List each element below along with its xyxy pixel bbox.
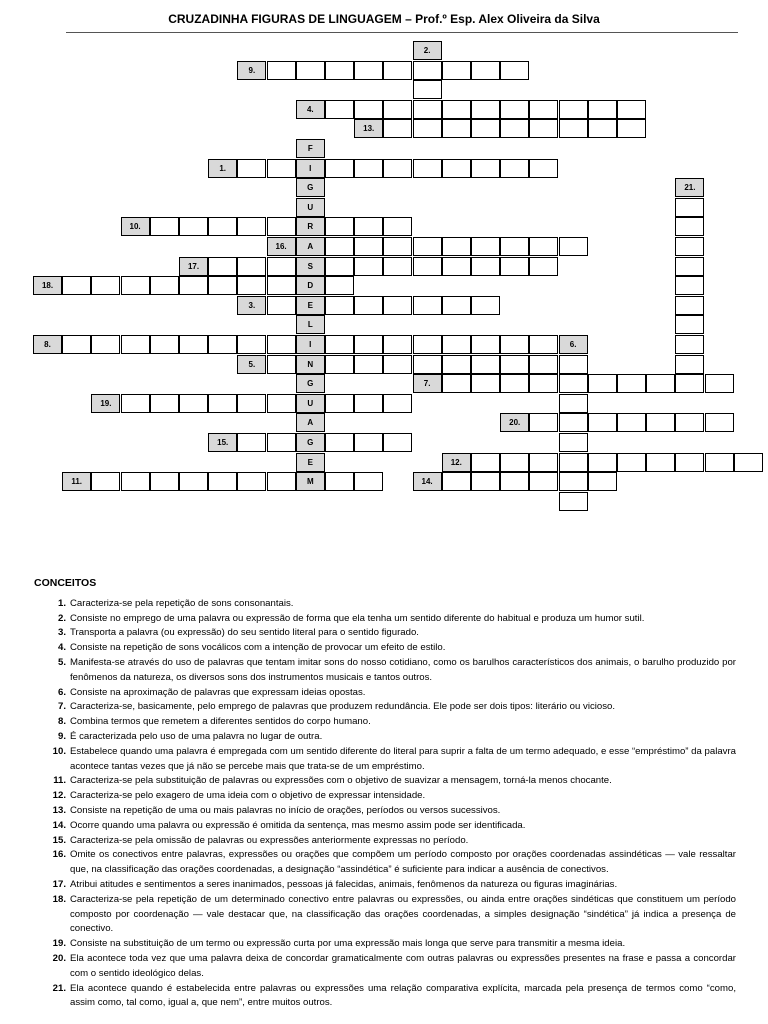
answer-cell[interactable] [471,237,500,256]
answer-cell[interactable] [150,394,179,413]
concept-text: Ela acontece toda vez que uma palavra deixa de concordar gramaticalmente com outras palavras ou expressões presentes na frase e passa a concordar com o sentido ideológico delas. [70,952,736,979]
answer-cell[interactable] [559,394,588,413]
concept-number: 15. [52,834,66,846]
answer-cell[interactable] [354,217,383,236]
answer-cell[interactable] [354,100,383,119]
clue-number-16: 16. [267,237,296,256]
answer-cell[interactable] [675,257,704,276]
answer-cell[interactable] [559,433,588,452]
key-letter-g: G [296,374,325,393]
answer-cell[interactable] [325,355,354,374]
answer-cell[interactable] [529,257,558,276]
answer-cell[interactable] [675,453,704,472]
answer-cell[interactable] [150,276,179,295]
answer-cell[interactable] [617,100,646,119]
answer-cell[interactable] [383,61,412,80]
concept-text: Ela acontece quando é estabelecida entre palavras ou expressões uma relação comparativa explícita, marcada pela presença de termos como “como, assim como, tal como, igual a, que nem”, entre muitos outros. [70,982,736,1009]
concept-item [34,789,736,804]
clue-number-4: 4. [296,100,325,119]
answer-cell[interactable] [325,276,354,295]
concept-item [34,715,736,730]
concept-number: 17. [52,878,66,890]
answer-cell[interactable] [588,374,617,393]
concept-text: Consiste na substituição de um termo ou expressão curta por uma expressão mais longa que serve para transmitir a mesma ideia. [70,938,626,950]
concept-number: 18. [52,893,66,905]
concept-text: Caracteriza-se, basicamente, pelo emprego de palavras que produzem redundância. Ele pode ser dois tipos: literário ou vicioso. [70,701,616,713]
answer-cell[interactable] [588,413,617,432]
answer-cell[interactable] [559,237,588,256]
answer-cell[interactable] [354,394,383,413]
clue-number-20: 20. [500,413,529,432]
key-letter-e: E [296,453,325,472]
answer-cell[interactable] [237,257,266,276]
concept-text: Manifesta-se através do uso de palavras que tentam imitar sons do nosso cotidiano, como os barulhos característicos dos animais, o barulho produzido por fenômenos da natureza, os diversos sons dos instrumentos musicais e tantos outros. [70,656,736,683]
answer-cell[interactable] [588,453,617,472]
key-letter-i: I [296,335,325,354]
key-letter-m: M [296,472,325,491]
answer-cell[interactable] [559,119,588,138]
concepts-heading: CONCEITOS [34,577,97,589]
key-letter-u: U [296,198,325,217]
concept-text: Caracteriza-se pela omissão de palavras ou expressões anteriormente expressas no período. [70,834,469,846]
concept-text: Atribui atitudes e sentimentos a seres inanimados, pessoas já falecidas, animais, fenômenos da natureza ou figuras imaginárias. [70,878,618,890]
answer-cell[interactable] [471,100,500,119]
answer-cell[interactable] [325,394,354,413]
answer-cell[interactable] [413,296,442,315]
concept-text: Caracteriza-se pela repetição de sons consonantais. [70,597,294,609]
concept-number: 12. [52,790,66,802]
answer-cell[interactable] [208,335,237,354]
answer-cell[interactable] [500,374,529,393]
answer-cell[interactable] [675,237,704,256]
answer-cell[interactable] [325,159,354,178]
concept-item [34,686,736,701]
concept-number: 8. [57,716,66,728]
answer-cell[interactable] [500,159,529,178]
concept-text: Estabelece quando uma palavra é empregada com um sentido diferente do literal para suprir a falta de um termo adequado, e esse “empréstimo” da palavra acontece tantas vezes que já não se percebe mais que trata-se de um empréstimo. [70,745,736,772]
answer-cell[interactable] [471,159,500,178]
answer-cell[interactable] [296,61,325,80]
answer-cell[interactable] [559,472,588,491]
concept-item [34,834,736,849]
concept-item [34,804,736,819]
concept-number: 13. [52,804,66,816]
concept-item [34,656,736,686]
answer-cell[interactable] [529,119,558,138]
answer-cell[interactable] [413,61,442,80]
answer-cell[interactable] [237,217,266,236]
concept-text: Transporta a palavra (ou expressão) do seu sentido literal para o sentido figurado. [70,627,419,639]
concept-number: 11. [53,775,66,787]
answer-cell[interactable] [267,276,296,295]
clue-number-7: 7. [413,374,442,393]
clue-number-18: 18. [33,276,62,295]
answer-cell[interactable] [383,433,412,452]
answer-cell[interactable] [500,100,529,119]
answer-cell[interactable] [325,257,354,276]
concept-text: Caracteriza-se pela repetição de um determinado conectivo entre palavras ou expressões, ou ainda entre orações sindéticas que constituem um período composto por coordenação — vale destacar que, na classificação das orações coordenadas, a simples designação “sindética” já indica a presença de conectivo. [70,893,736,935]
answer-cell[interactable] [354,355,383,374]
concept-item [34,952,736,982]
answer-cell[interactable] [267,159,296,178]
answer-cell[interactable] [500,335,529,354]
answer-cell[interactable] [413,257,442,276]
answer-cell[interactable] [675,276,704,295]
clue-number-3: 3. [237,296,266,315]
answer-cell[interactable] [675,217,704,236]
answer-cell[interactable] [383,394,412,413]
concept-number: 1. [57,597,66,609]
answer-cell[interactable] [383,355,412,374]
answer-cell[interactable] [705,374,734,393]
clue-number-1: 1. [208,159,237,178]
concept-number: 5. [57,656,66,668]
answer-cell[interactable] [529,335,558,354]
answer-cell[interactable] [354,433,383,452]
key-letter-e: E [296,296,325,315]
concept-item [34,937,736,952]
answer-cell[interactable] [62,335,91,354]
answer-cell[interactable] [354,257,383,276]
answer-cell[interactable] [179,472,208,491]
answer-cell[interactable] [442,61,471,80]
answer-cell[interactable] [179,335,208,354]
concept-text: Consiste na aproximação de palavras que expressam ideias opostas. [70,686,366,698]
answer-cell[interactable] [471,472,500,491]
clue-number-14: 14. [413,472,442,491]
answer-cell[interactable] [91,472,120,491]
answer-cell[interactable] [588,119,617,138]
clue-number-9: 9. [237,61,266,80]
answer-cell[interactable] [413,119,442,138]
answer-cell[interactable] [237,394,266,413]
answer-cell[interactable] [471,296,500,315]
answer-cell[interactable] [705,453,734,472]
answer-cell[interactable] [325,217,354,236]
concept-number: 19. [52,938,66,950]
answer-cell[interactable] [500,61,529,80]
answer-cell[interactable] [529,374,558,393]
answer-cell[interactable] [383,296,412,315]
answer-cell[interactable] [383,119,412,138]
answer-cell[interactable] [442,335,471,354]
answer-cell[interactable] [383,237,412,256]
answer-cell[interactable] [354,237,383,256]
key-letter-u: U [296,394,325,413]
answer-cell[interactable] [500,119,529,138]
concept-item [34,878,736,893]
clue-number-15: 15. [208,433,237,452]
answer-cell[interactable] [267,61,296,80]
answer-cell[interactable] [91,335,120,354]
answer-cell[interactable] [267,394,296,413]
answer-cell[interactable] [121,276,150,295]
answer-cell[interactable] [354,61,383,80]
answer-cell[interactable] [617,119,646,138]
answer-cell[interactable] [413,335,442,354]
key-letter-i: I [296,159,325,178]
answer-cell[interactable] [237,433,266,452]
answer-cell[interactable] [471,335,500,354]
concept-number: 4. [57,642,66,654]
answer-cell[interactable] [471,61,500,80]
answer-cell[interactable] [413,355,442,374]
answer-cell[interactable] [325,237,354,256]
answer-cell[interactable] [500,453,529,472]
answer-cell[interactable] [121,335,150,354]
answer-cell[interactable] [442,472,471,491]
key-letter-a: A [296,237,325,256]
concept-item [34,641,736,656]
concept-text: Consiste no emprego de uma palavra ou expressão de forma que ela tenha um sentido diferente do habitual e produza um humor sutil. [70,612,645,624]
answer-cell[interactable] [617,413,646,432]
answer-cell[interactable] [354,472,383,491]
answer-cell[interactable] [179,217,208,236]
answer-cell[interactable] [529,100,558,119]
concept-item [34,848,736,878]
answer-cell[interactable] [267,433,296,452]
concept-text: Consiste na repetição de uma ou mais palavras no início de orações, períodos ou versos sucessivos. [70,804,501,816]
answer-cell[interactable] [325,433,354,452]
concept-item [34,893,736,937]
answer-cell[interactable] [442,257,471,276]
concept-item [34,730,736,745]
answer-cell[interactable] [267,296,296,315]
key-letter-s: S [296,257,325,276]
answer-cell[interactable] [529,355,558,374]
answer-cell[interactable] [588,472,617,491]
answer-cell[interactable] [471,119,500,138]
answer-cell[interactable] [208,217,237,236]
answer-cell[interactable] [354,296,383,315]
answer-cell[interactable] [559,453,588,472]
clue-number-19: 19. [91,394,120,413]
answer-cell[interactable] [559,374,588,393]
answer-cell[interactable] [675,335,704,354]
answer-cell[interactable] [559,413,588,432]
answer-cell[interactable] [646,453,675,472]
clue-number-21: 21. [675,178,704,197]
answer-cell[interactable] [325,296,354,315]
answer-cell[interactable] [471,374,500,393]
answer-cell[interactable] [413,100,442,119]
concept-number: 10. [52,745,66,757]
concept-text: Ocorre quando uma palavra ou expressão é omitida da sentença, mas mesmo assim pode ser identificada. [70,819,526,831]
answer-cell[interactable] [559,492,588,511]
answer-cell[interactable] [413,80,442,99]
answer-cell[interactable] [267,257,296,276]
answer-cell[interactable] [675,296,704,315]
concept-number: 21. [52,982,66,994]
answer-cell[interactable] [237,159,266,178]
answer-cell[interactable] [471,453,500,472]
answer-cell[interactable] [442,374,471,393]
answer-cell[interactable] [529,237,558,256]
concept-text: Combina termos que remetem a diferentes sentidos do corpo humano. [70,716,371,728]
concept-item [34,700,736,715]
key-letter-a: A [296,413,325,432]
concept-text: Consiste na repetição de sons vocálicos com a intenção de provocar um efeito de estilo. [70,642,446,654]
answer-cell[interactable] [442,159,471,178]
key-letter-d: D [296,276,325,295]
concept-item [34,745,736,775]
answer-cell[interactable] [500,237,529,256]
concept-number: 3. [57,627,66,639]
answer-cell[interactable] [617,453,646,472]
answer-cell[interactable] [150,335,179,354]
answer-cell[interactable] [675,315,704,334]
answer-cell[interactable] [500,355,529,374]
answer-cell[interactable] [675,374,704,393]
concept-number: 6. [57,686,66,698]
answer-cell[interactable] [442,237,471,256]
answer-cell[interactable] [500,472,529,491]
answer-cell[interactable] [413,237,442,256]
clue-number-12: 12. [442,453,471,472]
answer-cell[interactable] [354,335,383,354]
answer-cell[interactable] [675,355,704,374]
concept-text: Omite os conectivos entre palavras, expressões ou orações que compõem um período composto por orações coordenadas assindéticas — vale ressaltar que, na classificação das orações coordenadas, a designação “assindética” é suficiente para indicar a ausência de conectivos. [70,849,736,876]
answer-cell[interactable] [267,217,296,236]
concept-item [34,819,736,834]
answer-cell[interactable] [383,217,412,236]
answer-cell[interactable] [208,257,237,276]
answer-cell[interactable] [237,335,266,354]
answer-cell[interactable] [121,472,150,491]
answer-cell[interactable] [383,257,412,276]
key-letter-f: F [296,139,325,158]
concept-number: 9. [57,730,66,742]
answer-cell[interactable] [529,453,558,472]
clue-number-13: 13. [354,119,383,138]
concepts-section [34,576,736,1011]
answer-cell[interactable] [442,100,471,119]
answer-cell[interactable] [150,217,179,236]
answer-cell[interactable] [208,472,237,491]
concept-item [34,982,736,1012]
answer-cell[interactable] [588,100,617,119]
answer-cell[interactable] [705,413,734,432]
concept-item [34,626,736,641]
answer-cell[interactable] [529,159,558,178]
answer-cell[interactable] [675,198,704,217]
clue-number-6: 6. [559,335,588,354]
answer-cell[interactable] [325,472,354,491]
answer-cell[interactable] [559,100,588,119]
concept-text: Caracteriza-se pela substituição de palavras ou expressões com o objetivo de suavizar a mensagem, torná-la menos chocante. [70,775,612,787]
concept-item [34,597,736,612]
answer-cell[interactable] [471,355,500,374]
concept-number: 16. [52,849,66,861]
clue-number-11: 11. [62,472,91,491]
answer-cell[interactable] [442,119,471,138]
answer-cell[interactable] [91,276,120,295]
clue-number-5: 5. [237,355,266,374]
key-letter-g: G [296,178,325,197]
concept-item [34,774,736,789]
concept-number: 14. [52,819,66,831]
answer-cell[interactable] [529,472,558,491]
concept-number: 2. [57,612,66,624]
answer-cell[interactable] [500,257,529,276]
answer-cell[interactable] [529,413,558,432]
answer-cell[interactable] [413,159,442,178]
answer-cell[interactable] [354,159,383,178]
clue-number-8: 8. [33,335,62,354]
answer-cell[interactable] [617,374,646,393]
answer-cell[interactable] [325,335,354,354]
concept-item [34,612,736,627]
answer-cell[interactable] [325,61,354,80]
answer-cell[interactable] [471,257,500,276]
answer-cell[interactable] [179,394,208,413]
answer-cell[interactable] [208,394,237,413]
answer-cell[interactable] [383,335,412,354]
answer-cell[interactable] [559,355,588,374]
answer-cell[interactable] [267,355,296,374]
concept-text: É caracterizada pelo uso de uma palavra no lugar de outra. [70,730,323,742]
answer-cell[interactable] [237,276,266,295]
answer-cell[interactable] [237,472,266,491]
key-letter-r: R [296,217,325,236]
clue-number-2: 2. [413,41,442,60]
answer-cell[interactable] [442,355,471,374]
clue-number-10: 10. [121,217,150,236]
answer-cell[interactable] [325,100,354,119]
concept-text: Caracteriza-se pelo exagero de uma ideia com o objetivo de expressar intensidade. [70,790,426,802]
answer-cell[interactable] [208,276,237,295]
key-letter-n: N [296,355,325,374]
concepts-list [34,597,736,1011]
concept-number: 20. [52,952,66,964]
answer-cell[interactable] [267,335,296,354]
answer-cell[interactable] [646,413,675,432]
answer-cell[interactable] [383,159,412,178]
concept-number: 7. [57,701,66,713]
answer-cell[interactable] [675,413,704,432]
answer-cell[interactable] [734,453,763,472]
answer-cell[interactable] [267,472,296,491]
answer-cell[interactable] [383,100,412,119]
answer-cell[interactable] [150,472,179,491]
answer-cell[interactable] [646,374,675,393]
key-letter-g: G [296,433,325,452]
answer-cell[interactable] [442,296,471,315]
page-title: CRUZADINHA FIGURAS DE LINGUAGEM – Prof.º Esp. Alex Oliveira da Silva [168,12,600,26]
answer-cell[interactable] [179,276,208,295]
answer-cell[interactable] [121,394,150,413]
answer-cell[interactable] [62,276,91,295]
clue-number-17: 17. [179,257,208,276]
key-letter-l: L [296,315,325,334]
